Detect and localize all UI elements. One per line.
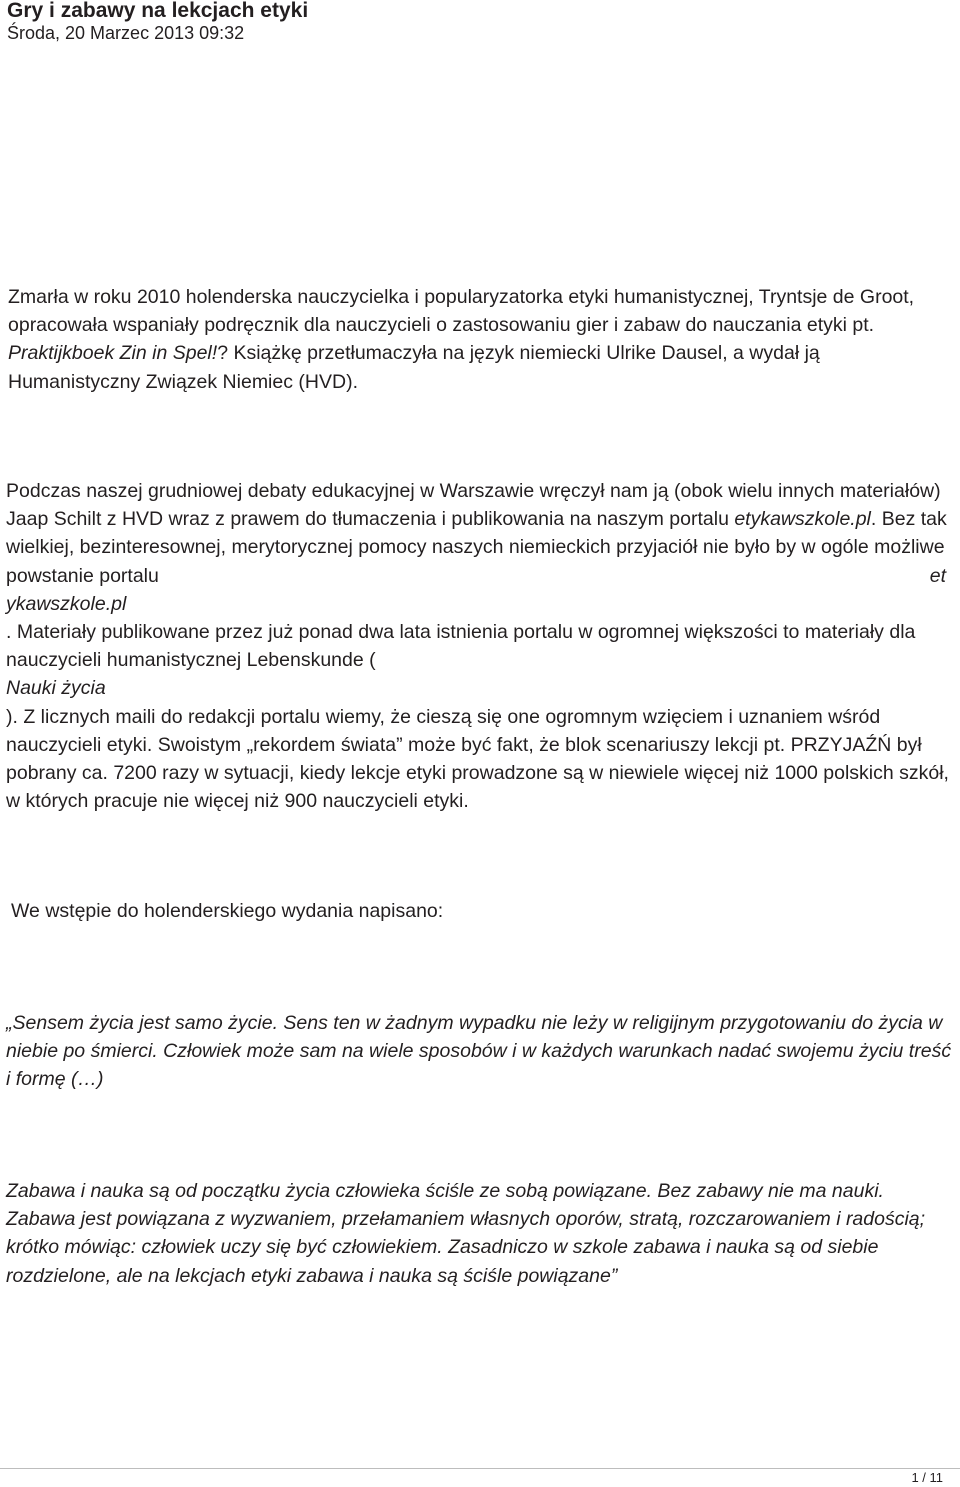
paragraph-portal-text-a: Podczas naszej grudniowej debaty edukacyjnej w Warszawie wręczył nam ją (obok wielu innych materiałów) Jaap Schilt z HVD wraz z prawem do tłumaczenia i publikowania na naszym portalu (6, 480, 941, 531)
document-date: Środa, 20 Marzec 2013 09:32 (7, 23, 245, 43)
paragraph-portal-text-b: . Bez tak wielkiej, bezinteresownej, merytorycznej pomocy naszych niemieckich przyjaciół nie było by w ogóle możliwe powstanie portalu (6, 508, 947, 587)
document-title: Gry i zabawy na lekcjach etyki (7, 0, 309, 22)
document-header (7, 0, 308, 44)
paragraph-intro-text-a: Zmarła w roku 2010 holenderska nauczycielka i popularyzatorka etyki humanistycznej, Tryntsje de Groot, opracowała wspaniały podręcznik dla nauczycieli o zastosowaniu gier i zabaw do nauczania etyki pt. (8, 286, 915, 337)
paragraph-portal-text-c: . Materiały publikowane przez już ponad dwa lata istnienia portalu w ogromnej większości to materiały dla nauczycieli humanistycznej Lebenskunde ( (6, 621, 916, 672)
quote-play-and-learning: Zabawa i nauka są od początku życia człowieka ściśle ze sobą powiązane. Bez zabawy nie ma nauki. Zabawa jest powiązana z wyzwaniem, przełamaniem własnych oporów, stratą, rozczarowaniem i radością; krótko mówiąc: człowiek uczy się być człowiekiem. Zasadniczo w szkole zabawa i nauka są od siebie rozdzielone, ale na lekcjach etyki zabawa i nauka są ściśle powiązane” (6, 1180, 926, 1287)
paragraph-intro (8, 283, 952, 396)
paragraph-preface: We wstępie do holenderskiego wydania napisano: (11, 900, 444, 922)
quote-sense-of-life: „Sensem życia jest samo życie. Sens ten w żadnym wypadku nie leży w religijnym przygotowaniu do życia w niebie po śmierci. Człowiek może sam na wiele sposobów i w każdych warunkach nadać swojemu życiu treść i formę (…) (6, 1012, 952, 1091)
nauki-zycia: Nauki życia (6, 677, 106, 700)
paragraph-intro-text-b: ? Książkę przetłumaczyła na język niemiecki Ulrike Dausel, a wydał ją Humanistyczny Związek Niemiec (HVD). (8, 342, 820, 393)
book-title: Praktijkboek Zin in Spel! (8, 342, 218, 365)
paragraph-portal-text-d: ). Z licznych maili do redakcji portalu wiemy, że cieszą się one ogromnym wzięciem i uznaniem wśród nauczycieli etyki. Swoistym „rekordem świata” może być fakt, że blok scenariuszy lekcji pt. PRZYJAŹŃ był pobrany ca. 7200 razy w sytuacji, kiedy lekcje etyki prowadzone są w niewiele więcej niż 1000 polskich szkół, w których pracuje nie więcej niż 900 nauczycieli etyki. (6, 705, 949, 813)
portal-name-part2: ykawszkole.pl (6, 592, 127, 615)
portal-name-part1: et (929, 564, 946, 587)
portal-name: etykawszkole.pl (734, 508, 871, 531)
paragraph-portal (6, 477, 952, 815)
page-number: 1 / 11 (911, 1470, 943, 1485)
footer-divider (0, 1468, 960, 1469)
